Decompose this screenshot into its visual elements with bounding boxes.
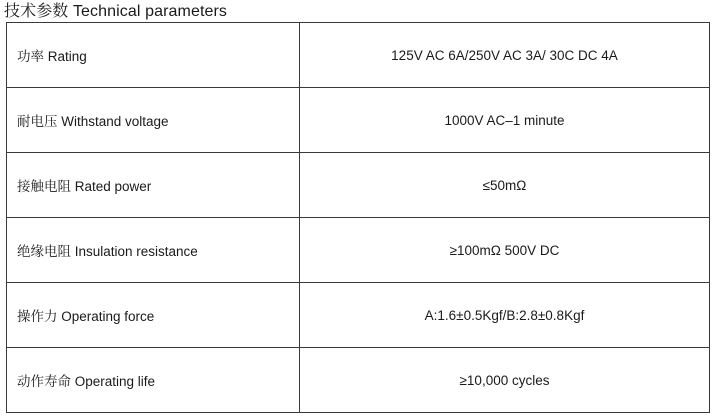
parameter-label: 操作力 Operating force (7, 283, 300, 348)
parameter-label: 耐电压 Withstand voltage (7, 88, 300, 153)
parameter-value: ≤50mΩ (300, 153, 710, 218)
parameter-label: 绝缘电阻 Insulation resistance (7, 218, 300, 283)
table-row (7, 23, 710, 88)
parameter-value: ≥100mΩ 500V DC (300, 218, 710, 283)
page-title: 技术参数 Technical parameters (4, 3, 228, 20)
technical-parameters-table (6, 22, 710, 413)
parameter-label: 接触电阻 Rated power (7, 153, 300, 218)
parameter-label: 功率 Rating (7, 23, 300, 88)
table-row (7, 88, 710, 153)
table-row (7, 153, 710, 218)
parameter-value: ≥10,000 cycles (300, 348, 710, 413)
parameter-value: 1000V AC–1 minute (300, 88, 710, 153)
table-row (7, 218, 710, 283)
table-row (7, 348, 710, 413)
parameter-label: 动作寿命 Operating life (7, 348, 300, 413)
parameter-value: A:1.6±0.5Kgf/B:2.8±0.8Kgf (300, 283, 710, 348)
parameter-value: 125V AC 6A/250V AC 3A/ 30C DC 4A (300, 23, 710, 88)
table-row (7, 283, 710, 348)
